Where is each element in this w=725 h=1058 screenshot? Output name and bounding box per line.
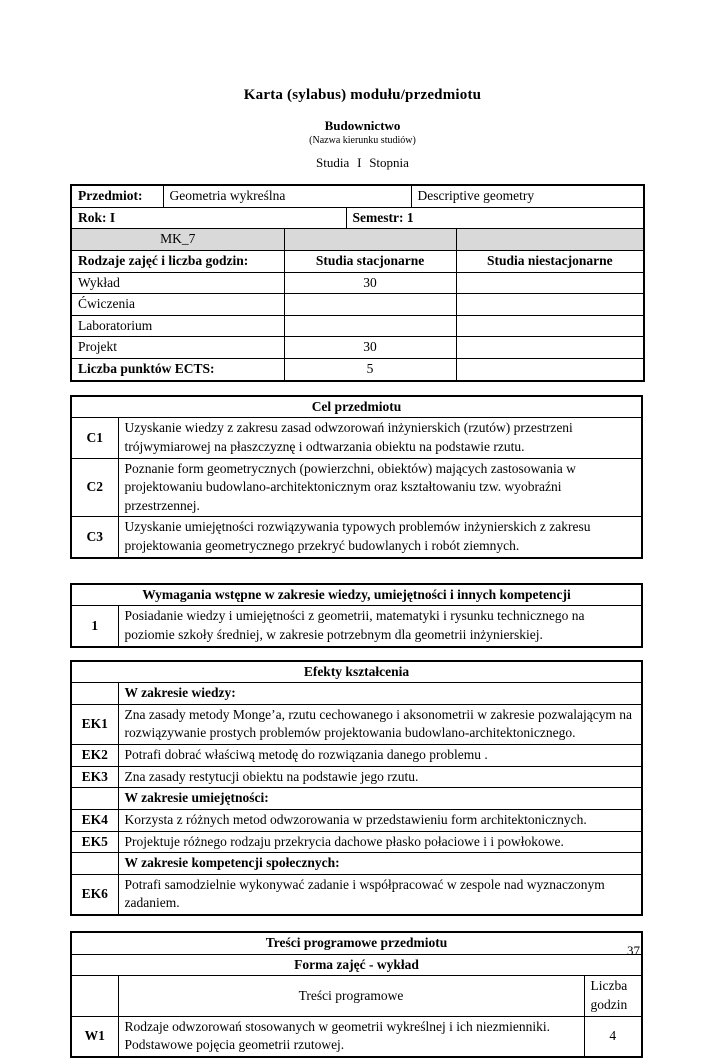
content-column-label: Treści programowe [118,976,584,1016]
outcome-row [71,766,642,788]
outcomes-section-empty [71,788,118,810]
subject-label: Przedmiot: [71,185,163,207]
content-subheader-row [71,954,642,976]
outcomes-section-row [71,788,642,810]
prerequisites-header: Wymagania wstępne w zakresie wiedzy, umiejętności i innych kompetencji [71,584,642,606]
content-header: Treści programowe przedmiotu [71,932,642,954]
ects-row [71,359,644,381]
laboratory-full-time-hours [284,315,456,337]
outcomes-section-row [71,853,642,875]
goal-text: Uzyskanie wiedzy z zakresu zasad odwzorowań inżynierskich (rzutów) przestrzeni trójwymiarowej na płaszczyznę i odtwarzania obiektu na podstawie rzutu. [118,418,642,458]
outcome-id: EK4 [71,809,118,831]
outcome-id: EK2 [71,745,118,767]
outcome-id: EK3 [71,766,118,788]
page-number: 37 [627,943,640,958]
goals-header: Cel przedmiotu [71,396,642,418]
content-row [71,1016,642,1057]
outcome-text: Zna zasady restytucji obiektu na podstawie jego rzutu. [118,766,642,788]
course-goals-table [70,395,643,559]
prerequisites-header-row [71,584,642,606]
goal-id: C1 [71,418,118,458]
part-time-column-header: Studia niestacjonarne [456,250,644,272]
content-header-row [71,932,642,954]
laboratory-label: Laboratorium [71,315,284,337]
content-subheader: Forma zajęć - wykład [71,954,642,976]
document-title: Karta (sylabus) modułu/przedmiotu [243,87,482,103]
subject-name-en: Descriptive geometry [411,185,644,207]
exercises-full-time-hours [284,294,456,316]
outcome-text: Zna zasady metody Monge’a, rzutu cechowanego i aksonometrii w zakresie pozwalającym na rozwiązywanie prostych problemów projektowania budowlano-architektonicznego. [118,704,642,744]
outcome-row [71,704,642,744]
lecture-full-time-hours: 30 [284,272,456,294]
goal-row [71,418,642,458]
degree-level: Studia I Stopnia [316,155,409,170]
outcome-row [71,831,642,853]
outcomes-header: Efekty kształcenia [71,661,642,683]
outcomes-section-knowledge: W zakresie wiedzy: [118,683,642,705]
outcomes-section-social: W zakresie kompetencji społecznych: [118,853,642,875]
year-value: Rok: I [71,207,346,229]
module-code-empty-1 [284,229,456,251]
outcome-row [71,745,642,767]
outcomes-section-row [71,683,642,705]
outcome-text: Korzysta z różnych metod odwzorowania w przedstawieniu form architektonicznych. [118,809,642,831]
outcome-id: EK5 [71,831,118,853]
goal-text: Uzyskanie umiejętności rozwiązywania typowych problemów inżynierskich z zakresu projektowania geometrycznego przekryć budowlanych i robót ziemnych. [118,517,642,558]
goal-id: C3 [71,517,118,558]
goal-text: Poznanie form geometrycznych (powierzchni, obiektów) mających zastosowania w projektowaniu budowlano-architektonicznym oraz kształtowaniu tzw. wyobraźni przestrzennej. [118,458,642,517]
goal-id: C2 [71,458,118,517]
hours-row-project [71,337,644,359]
outcome-text: Projektuje różnego rodzaju przekrycia dachowe płasko połaciowe i i powłokowe. [118,831,642,853]
prerequisite-row [71,606,642,647]
programme-content-table [70,931,643,1058]
outcomes-section-empty [71,853,118,875]
ects-full-time-value: 5 [284,359,456,381]
project-part-time-hours [456,337,644,359]
hours-column-label: Liczba godzin [584,976,642,1016]
ects-label: Liczba punktów ECTS: [71,359,284,381]
project-label: Projekt [71,337,284,359]
program-name: Budownictwo [324,118,401,133]
prerequisite-id: 1 [71,606,118,647]
subject-info-table [70,184,645,382]
content-row-id: W1 [71,1016,118,1057]
hours-row-exercises [71,294,644,316]
exercises-part-time-hours [456,294,644,316]
hours-header-label: Rodzaje zajęć i liczba godzin: [71,250,284,272]
outcomes-section-empty [71,683,118,705]
outcome-id: EK1 [71,704,118,744]
hours-header-row [71,250,644,272]
outcome-text: Potrafi samodzielnie wykonywać zadanie i współpracować w zespole nad wyznaczonym zadaniem. [118,874,642,915]
subject-row [71,185,644,207]
goals-header-row [71,396,642,418]
module-code-row [71,229,644,251]
program-note: (Nazwa kierunku studiów) [309,135,416,146]
goal-row [71,458,642,517]
outcome-row [71,809,642,831]
prerequisite-text: Posiadanie wiedzy i umiejętności z geometrii, matematyki i rysunku technicznego na poziomie szkoły średniej, w zakresie potrzebnym dla geometrii inżynierskiej. [118,606,642,647]
module-code: MK_7 [71,229,284,251]
content-row-text: Rodzaje odwzorowań stosowanych w geometrii wykreślnej i ich niezmienniki. Podstawowe pojęcia geometrii rzutowej. [118,1016,584,1057]
full-time-column-header: Studia stacjonarne [284,250,456,272]
lecture-part-time-hours [456,272,644,294]
exercises-label: Ćwiczenia [71,294,284,316]
laboratory-part-time-hours [456,315,644,337]
semester-value: Semestr: 1 [346,207,644,229]
outcomes-header-row [71,661,642,683]
content-row-hours: 4 [584,1016,642,1057]
goal-row [71,517,642,558]
subject-name-pl: Geometria wykreślna [163,185,411,207]
ects-part-time-value [456,359,644,381]
hours-row-lecture [71,272,644,294]
outcome-text: Potrafi dobrać właściwą metodę do rozwiązania danego problemu . [118,745,642,767]
content-columns-empty [71,976,118,1016]
prerequisites-table [70,583,643,648]
content-columns-row [71,976,642,1016]
project-full-time-hours: 30 [284,337,456,359]
module-code-empty-2 [456,229,644,251]
year-semester-row [71,207,644,229]
hours-row-laboratory [71,315,644,337]
outcome-id: EK6 [71,874,118,915]
outcome-row [71,874,642,915]
lecture-label: Wykład [71,272,284,294]
outcomes-section-skills: W zakresie umiejętności: [118,788,642,810]
learning-outcomes-table [70,660,643,917]
